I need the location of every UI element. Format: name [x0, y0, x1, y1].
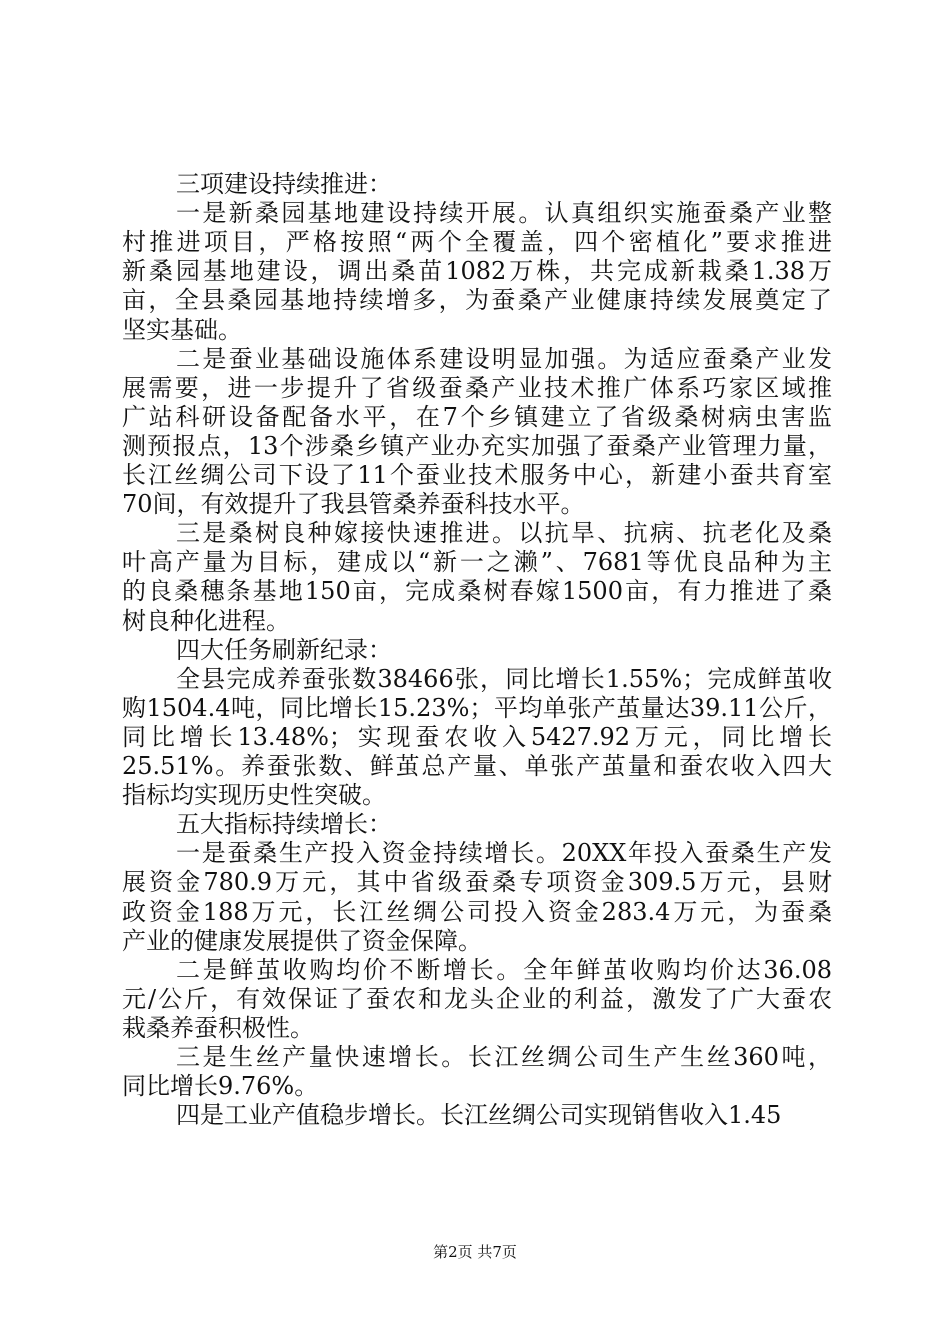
text-line: 展需要，进一步提升了省级蚕桑产业技术推广体系巧家区域推: [122, 373, 832, 402]
text-line: 产业的健康发展提供了资金保障。: [122, 926, 482, 955]
text-line: 全县完成养蚕张数38466张，同比增长1.55%；完成鲜茧收: [176, 664, 832, 693]
text-line: 亩，全县桑园基地持续增多，为蚕桑产业健康持续发展奠定了: [122, 286, 832, 315]
text-line: 三是桑树良种嫁接快速推进。以抗旱、抗病、抗老化及桑: [176, 519, 832, 548]
text-line: 政资金188万元，长江丝绸公司投入资金283.4万元，为蚕桑: [122, 897, 832, 926]
text-line: 二是鲜茧收购均价不断增长。全年鲜茧收购均价达36.08: [176, 955, 832, 984]
text-line: 二是蚕业基础设施体系建设明显加强。为适应蚕桑产业发: [176, 344, 832, 373]
text-line: 村推进项目，严格按照“两个全覆盖，四个密植化”要求推进: [122, 228, 832, 257]
text-line: 五大指标持续增长：: [176, 810, 392, 839]
text-line: 的良桑穗条基地150亩，完成桑树春嫁1500亩，有力推进了桑: [122, 577, 832, 606]
text-line: 一是蚕桑生产投入资金持续增长。20XX年投入蚕桑生产发: [176, 839, 832, 868]
text-line: 指标均实现历史性突破。: [122, 781, 386, 810]
text-line: 坚实基础。: [122, 315, 242, 344]
text-line: 展资金780.9万元，其中省级蚕桑专项资金309.5万元，县财: [122, 868, 832, 897]
text-line: 栽桑养蚕积极性。: [122, 1013, 314, 1042]
text-line: 70间，有效提升了我县管桑养蚕科技水平。: [122, 490, 585, 519]
text-line: 广站科研设备配备水平，在7个乡镇建立了省级桑树病虫害监: [122, 402, 832, 431]
text-line: 新桑园基地建设，调出桑苗1082万株，共完成新栽桑1.38万: [122, 257, 832, 286]
text-line: 叶高产量为目标，建成以“新一之濑”、7681等优良品种为主: [122, 548, 832, 577]
text-line: 同比增长13.48%；实现蚕农收入5427.92万元，同比增长: [122, 722, 832, 751]
text-line: 测预报点，13个涉桑乡镇产业办充实加强了蚕桑产业管理力量，: [122, 431, 832, 460]
text-line: 四大任务刷新纪录：: [176, 635, 392, 664]
text-line: 25.51%。养蚕张数、鲜茧总产量、单张产茧量和蚕农收入四大: [122, 752, 832, 780]
text-line: 长江丝绸公司下设了11个蚕业技术服务中心，新建小蚕共育室: [122, 461, 832, 489]
text-line: 购1504.4吨，同比增长15.23%；平均单张产茧量达39.11公斤，: [122, 693, 832, 722]
text-line: 同比增长9.76%。: [122, 1072, 319, 1101]
text-line: 三是生丝产量快速增长。长江丝绸公司生产生丝360吨，: [176, 1043, 832, 1071]
page-footer: 第2页 共7页: [433, 1243, 517, 1261]
text-line: 元/公斤，有效保证了蚕农和龙头企业的利益，激发了广大蚕农: [122, 984, 832, 1013]
text-line: 一是新桑园基地建设持续开展。认真组织实施蚕桑产业整: [176, 199, 832, 228]
text-line: 树良种化进程。: [122, 606, 290, 635]
text-line: 三项建设持续推进：: [176, 170, 392, 198]
text-line: 四是工业产值稳步增长。长江丝绸公司实现销售收入1.45: [176, 1101, 782, 1130]
